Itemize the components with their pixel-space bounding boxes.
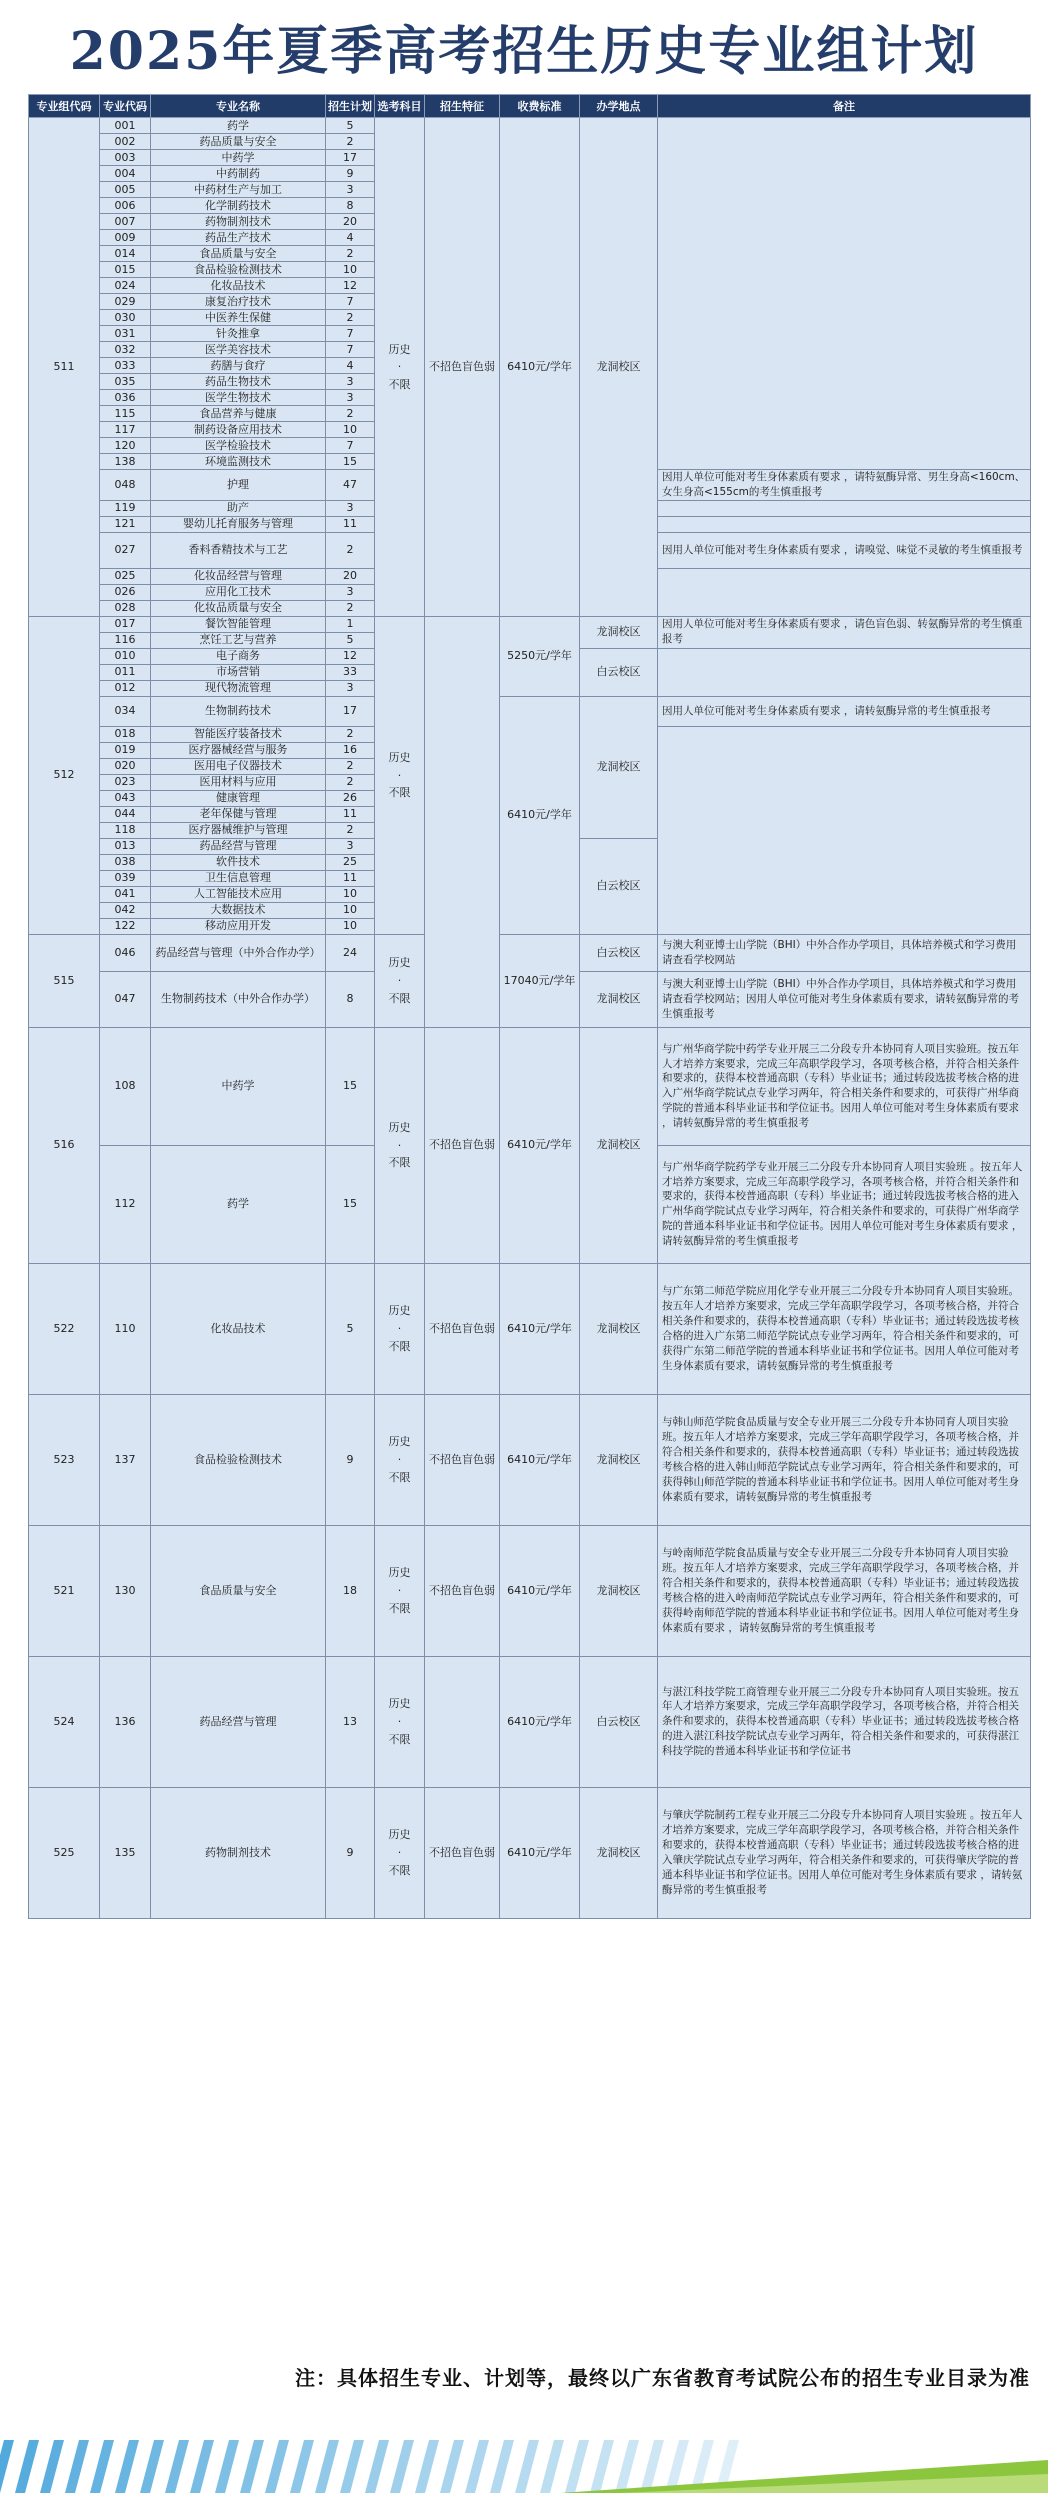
cell-major-code: 003 <box>100 150 151 166</box>
cell-subject: 历史 · 不限 <box>375 934 425 1027</box>
stripe <box>190 2440 214 2493</box>
cell-group-code: 512 <box>29 616 100 934</box>
cell-major-code: 137 <box>100 1394 151 1525</box>
cell-campus: 龙洞校区 <box>580 1787 658 1918</box>
cell-major-code: 028 <box>100 600 151 616</box>
cell-notes: 与岭南师范学院食品质量与安全专业开展三二分段专升本协同育人项目实验班。按五年人才培养方案要求，完成三学年高职学段学习，各项考核合格，并符合相关条件和要求的，获得本校普通高职（专科）毕业证书；通过转段选拔考核合格的进入岭南师范学院试点专业学习两年，符合相关条件和要求的，可获得岭南师范学院的普通本科毕业证书和学位证书。因用人单位可能对考生身体素质有要求 ，请转氨酶异常的考生慎重报考 <box>658 1525 1031 1656</box>
cell-campus: 龙洞校区 <box>580 616 658 648</box>
cell-major-code: 019 <box>100 742 151 758</box>
stripe <box>465 2440 489 2493</box>
cell-group-code: 522 <box>29 1263 100 1394</box>
cell-major-code: 047 <box>100 971 151 1027</box>
cell-major-name: 化学制药技术 <box>151 198 326 214</box>
cell-major-name: 药品经营与管理（中外合作办学） <box>151 934 326 971</box>
cell-notes <box>658 568 1031 616</box>
cell-major-name: 中药制药 <box>151 166 326 182</box>
cell-major-name: 医学检验技术 <box>151 438 326 454</box>
cell-subject: 历史 · 不限 <box>375 1525 425 1656</box>
cell-subject: 历史 · 不限 <box>375 1787 425 1918</box>
cell-plan-count: 8 <box>326 971 375 1027</box>
cell-feature <box>425 616 500 1027</box>
stripe <box>265 2440 289 2493</box>
cell-plan-count: 2 <box>326 822 375 838</box>
cell-major-name: 大数据技术 <box>151 902 326 918</box>
cell-major-code: 006 <box>100 198 151 214</box>
table-row <box>29 118 1031 134</box>
page-title: 2025年夏季高考招生历史专业组计划 <box>69 20 979 82</box>
cell-major-code: 010 <box>100 648 151 664</box>
cell-major-code: 011 <box>100 664 151 680</box>
cell-major-code: 025 <box>100 568 151 584</box>
cell-plan-count: 4 <box>326 230 375 246</box>
cell-plan-count: 3 <box>326 500 375 516</box>
cell-major-name: 中药学 <box>151 1027 326 1145</box>
header-group-code: 专业组代码 <box>29 95 100 118</box>
cell-plan-count: 20 <box>326 568 375 584</box>
cell-feature: 不招色盲色弱 <box>425 1263 500 1394</box>
cell-major-code: 031 <box>100 326 151 342</box>
cell-major-name: 药物制剂技术 <box>151 214 326 230</box>
cell-plan-count: 12 <box>326 278 375 294</box>
cell-plan-count: 2 <box>326 246 375 262</box>
header-major-name: 专业名称 <box>151 95 326 118</box>
cell-major-code: 119 <box>100 500 151 516</box>
cell-plan-count: 8 <box>326 198 375 214</box>
header-subject: 选考科目 <box>375 95 425 118</box>
cell-subject: 历史 · 不限 <box>375 1263 425 1394</box>
cell-major-code: 121 <box>100 516 151 532</box>
table-header-row <box>29 95 1031 118</box>
cell-major-code: 110 <box>100 1263 151 1394</box>
header-plan: 招生计划 <box>326 95 375 118</box>
cell-plan-count: 3 <box>326 838 375 854</box>
cell-major-code: 035 <box>100 374 151 390</box>
cell-plan-count: 2 <box>326 600 375 616</box>
cell-major-name: 制药设备应用技术 <box>151 422 326 438</box>
cell-campus: 龙洞校区 <box>580 971 658 1027</box>
cell-plan-count: 11 <box>326 806 375 822</box>
cell-plan-count: 47 <box>326 470 375 501</box>
table-row <box>29 1525 1031 1656</box>
cell-notes: 因用人单位可能对考生身体素质有要求 ，请特氨酶异常、男生身高<160cm、女生身高<155cm的考生慎重报考 <box>658 470 1031 501</box>
cell-major-name: 医学美容技术 <box>151 342 326 358</box>
cell-notes: 与澳大利亚博士山学院（BHI）中外合作办学项目，具体培养模式和学习费用请查看学校网站；因用人单位可能对考生身体素质有要求，请转氨酶异常的考生慎重报考 <box>658 971 1031 1027</box>
cell-major-code: 007 <box>100 214 151 230</box>
cell-major-name: 环境监测技术 <box>151 454 326 470</box>
cell-notes <box>658 516 1031 532</box>
cell-campus: 白云校区 <box>580 934 658 971</box>
cell-fee: 17040元/学年 <box>500 934 580 1027</box>
cell-fee: 6410元/学年 <box>500 1394 580 1525</box>
cell-notes: 因用人单位可能对考生身体素质有要求 ，请嗅觉、味觉不灵敏的考生慎重报考 <box>658 532 1031 568</box>
cell-major-code: 046 <box>100 934 151 971</box>
cell-plan-count: 7 <box>326 294 375 310</box>
stripe <box>90 2440 114 2493</box>
cell-major-name: 药学 <box>151 1145 326 1263</box>
cell-major-name: 针灸推拿 <box>151 326 326 342</box>
cell-plan-count: 17 <box>326 696 375 726</box>
stripe <box>640 2440 664 2493</box>
cell-campus: 白云校区 <box>580 838 658 934</box>
cell-major-code: 015 <box>100 262 151 278</box>
cell-plan-count: 10 <box>326 262 375 278</box>
cell-major-name: 药品经营与管理 <box>151 838 326 854</box>
cell-major-name: 香料香精技术与工艺 <box>151 532 326 568</box>
cell-major-name: 食品质量与安全 <box>151 1525 326 1656</box>
cell-feature: 不招色盲色弱 <box>425 118 500 617</box>
cell-major-code: 012 <box>100 680 151 696</box>
header-feature: 招生特征 <box>425 95 500 118</box>
cell-major-code: 017 <box>100 616 151 632</box>
cell-notes <box>658 648 1031 696</box>
cell-plan-count: 3 <box>326 390 375 406</box>
cell-notes <box>658 726 1031 934</box>
cell-major-code: 048 <box>100 470 151 501</box>
cell-major-name: 化妆品技术 <box>151 1263 326 1394</box>
cell-subject: 历史 · 不限 <box>375 1656 425 1787</box>
cell-major-code: 004 <box>100 166 151 182</box>
cell-major-name: 人工智能技术应用 <box>151 886 326 902</box>
stripe <box>540 2440 564 2493</box>
cell-major-name: 婴幼儿托育服务与管理 <box>151 516 326 532</box>
cell-plan-count: 15 <box>326 1145 375 1263</box>
cell-plan-count: 3 <box>326 182 375 198</box>
cell-major-name: 药学 <box>151 118 326 134</box>
cell-major-code: 116 <box>100 632 151 648</box>
cell-major-code: 005 <box>100 182 151 198</box>
cell-major-name: 生物制药技术 <box>151 696 326 726</box>
stripe <box>165 2440 189 2493</box>
cell-major-name: 药膳与食疗 <box>151 358 326 374</box>
cell-plan-count: 13 <box>326 1656 375 1787</box>
cell-major-name: 药品经营与管理 <box>151 1656 326 1787</box>
cell-campus: 龙洞校区 <box>580 1027 658 1263</box>
stripe <box>15 2440 39 2493</box>
cell-fee: 6410元/学年 <box>500 1263 580 1394</box>
cell-subject: 历史 · 不限 <box>375 616 425 934</box>
table-row <box>29 1394 1031 1525</box>
cell-subject: 历史 · 不限 <box>375 1394 425 1525</box>
table-row <box>29 1656 1031 1787</box>
cell-major-code: 136 <box>100 1656 151 1787</box>
cell-group-code: 523 <box>29 1394 100 1525</box>
header-campus: 办学地点 <box>580 95 658 118</box>
cell-major-code: 018 <box>100 726 151 742</box>
cell-plan-count: 2 <box>326 134 375 150</box>
stripe <box>615 2440 639 2493</box>
cell-notes: 因用人单位可能对考生身体素质有要求 ，请色盲色弱、转氨酶异常的考生慎重报考 <box>658 616 1031 648</box>
plan-table <box>28 94 1031 1919</box>
cell-plan-count: 18 <box>326 1525 375 1656</box>
stripe <box>440 2440 464 2493</box>
cell-major-code: 001 <box>100 118 151 134</box>
cell-plan-count: 25 <box>326 854 375 870</box>
cell-major-code: 009 <box>100 230 151 246</box>
cell-major-code: 042 <box>100 902 151 918</box>
cell-major-name: 智能医疗装备技术 <box>151 726 326 742</box>
cell-fee: 6410元/学年 <box>500 1525 580 1656</box>
cell-plan-count: 2 <box>326 774 375 790</box>
cell-group-code: 516 <box>29 1027 100 1263</box>
cell-major-name: 医用电子仪器技术 <box>151 758 326 774</box>
cell-campus: 龙洞校区 <box>580 1263 658 1394</box>
stripe <box>115 2440 139 2493</box>
table-row <box>29 934 1031 971</box>
cell-major-name: 市场营销 <box>151 664 326 680</box>
cell-group-code: 521 <box>29 1525 100 1656</box>
cell-campus: 龙洞校区 <box>580 696 658 838</box>
cell-campus: 龙洞校区 <box>580 1394 658 1525</box>
stripe <box>40 2440 64 2493</box>
cell-notes: 与韩山师范学院食品质量与安全专业开展三二分段专升本协同育人项目实验班。按五年人才培养方案要求，完成三学年高职学段学习，各项考核合格，并符合相关条件和要求的，获得本校普通高职（专科）毕业证书；通过转段选拔考核合格的进入韩山师范学院试点专业学习两年，符合相关条件和要求的，可获得韩山师范学院的普通本科毕业证书和学位证书。因用人单位可能对考生身体素质有要求，请转氨酶异常的考生慎重报考 <box>658 1394 1031 1525</box>
cell-major-name: 护理 <box>151 470 326 501</box>
cell-notes: 因用人单位可能对考生身体素质有要求 ，请转氨酶异常的考生慎重报考 <box>658 696 1031 726</box>
cell-major-code: 032 <box>100 342 151 358</box>
table-body <box>29 118 1031 1919</box>
cell-major-name: 化妆品质量与安全 <box>151 600 326 616</box>
cell-major-name: 中医养生保健 <box>151 310 326 326</box>
cell-major-name: 食品检验检测技术 <box>151 262 326 278</box>
cell-major-code: 135 <box>100 1787 151 1918</box>
stripe <box>390 2440 414 2493</box>
cell-plan-count: 12 <box>326 648 375 664</box>
table-row <box>29 1263 1031 1394</box>
stripe <box>515 2440 539 2493</box>
cell-major-code: 002 <box>100 134 151 150</box>
cell-major-name: 康复治疗技术 <box>151 294 326 310</box>
cell-group-code: 525 <box>29 1787 100 1918</box>
cell-major-name: 健康管理 <box>151 790 326 806</box>
cell-group-code: 524 <box>29 1656 100 1787</box>
cell-notes: 与澳大利亚博士山学院（BHI）中外合作办学项目，具体培养模式和学习费用请查看学校网站 <box>658 934 1031 971</box>
cell-major-name: 应用化工技术 <box>151 584 326 600</box>
table-row <box>29 696 1031 726</box>
cell-campus: 白云校区 <box>580 1656 658 1787</box>
cell-major-code: 030 <box>100 310 151 326</box>
cell-major-code: 027 <box>100 532 151 568</box>
cell-plan-count: 7 <box>326 342 375 358</box>
cell-major-name: 医疗器械维护与管理 <box>151 822 326 838</box>
cell-major-name: 医用材料与应用 <box>151 774 326 790</box>
cell-plan-count: 9 <box>326 1394 375 1525</box>
cell-major-code: 023 <box>100 774 151 790</box>
cell-plan-count: 33 <box>326 664 375 680</box>
stripe <box>290 2440 314 2493</box>
cell-major-code: 043 <box>100 790 151 806</box>
cell-major-code: 108 <box>100 1027 151 1145</box>
cell-plan-count: 17 <box>326 150 375 166</box>
cell-group-code: 515 <box>29 934 100 1027</box>
cell-major-code: 013 <box>100 838 151 854</box>
cell-major-name: 移动应用开发 <box>151 918 326 934</box>
stripe <box>590 2440 614 2493</box>
cell-major-name: 餐饮智能管理 <box>151 616 326 632</box>
cell-fee: 6410元/学年 <box>500 1656 580 1787</box>
cell-major-code: 112 <box>100 1145 151 1263</box>
stripe <box>215 2440 239 2493</box>
cell-major-name: 卫生信息管理 <box>151 870 326 886</box>
cell-major-code: 117 <box>100 422 151 438</box>
cell-major-code: 130 <box>100 1525 151 1656</box>
cell-major-code: 026 <box>100 584 151 600</box>
cell-plan-count: 7 <box>326 438 375 454</box>
cell-feature <box>425 1656 500 1787</box>
cell-major-name: 老年保健与管理 <box>151 806 326 822</box>
cell-fee: 5250元/学年 <box>500 616 580 696</box>
stripe <box>340 2440 364 2493</box>
cell-fee: 6410元/学年 <box>500 1027 580 1263</box>
cell-plan-count: 1 <box>326 616 375 632</box>
cell-feature: 不招色盲色弱 <box>425 1787 500 1918</box>
cell-plan-count: 10 <box>326 422 375 438</box>
cell-major-code: 033 <box>100 358 151 374</box>
cell-plan-count: 10 <box>326 918 375 934</box>
cell-major-code: 122 <box>100 918 151 934</box>
cell-fee: 6410元/学年 <box>500 1787 580 1918</box>
cell-major-name: 电子商务 <box>151 648 326 664</box>
cell-plan-count: 20 <box>326 214 375 230</box>
cell-major-code: 034 <box>100 696 151 726</box>
cell-major-name: 化妆品经营与管理 <box>151 568 326 584</box>
cell-subject: 历史 · 不限 <box>375 118 425 617</box>
cell-notes: 与广州华商学院中药学专业开展三二分段专升本协同育人项目实验班。按五年人才培养方案要求，完成三年高职学段学习，各项考核合格，并符合相关条件和要求的，获得本校普通高职（专科）毕业证书；通过转段选拔考核合格的进入广州华商学院试点专业学习两年，符合相关条件和要求的，可获得广州华商学院的普通本科毕业证书和学位证书。因用人单位可能对考生身体素质有要求 ，请转氨酶异常的考生慎重报考 <box>658 1027 1031 1145</box>
cell-major-code: 038 <box>100 854 151 870</box>
cell-major-name: 食品质量与安全 <box>151 246 326 262</box>
cell-plan-count: 16 <box>326 742 375 758</box>
stripe <box>240 2440 264 2493</box>
cell-plan-count: 2 <box>326 406 375 422</box>
cell-major-name: 药品生产技术 <box>151 230 326 246</box>
cell-major-name: 化妆品技术 <box>151 278 326 294</box>
cell-major-code: 138 <box>100 454 151 470</box>
table-row <box>29 616 1031 632</box>
cell-major-code: 029 <box>100 294 151 310</box>
cell-fee: 6410元/学年 <box>500 118 580 617</box>
cell-notes <box>658 500 1031 516</box>
cell-major-code: 120 <box>100 438 151 454</box>
cell-plan-count: 10 <box>326 886 375 902</box>
cell-major-name: 现代物流管理 <box>151 680 326 696</box>
cell-major-name: 食品检验检测技术 <box>151 1394 326 1525</box>
cell-major-code: 115 <box>100 406 151 422</box>
cell-notes: 与湛江科技学院工商管理专业开展三二分段专升本协同育人项目实验班。按五年人才培养方案要求，完成三学年高职学段学习，各项考核合格，并符合相关条件和要求的，获得本校普通高职（专科）毕业证书；通过转段选拔考核合格的进入湛江科技学院试点专业学习两年，符合相关条件和要求的，可获得湛江科技学院的普通本科毕业证书和学位证书 <box>658 1656 1031 1787</box>
cell-plan-count: 11 <box>326 516 375 532</box>
cell-feature: 不招色盲色弱 <box>425 1525 500 1656</box>
cell-plan-count: 15 <box>326 454 375 470</box>
cell-plan-count: 10 <box>326 902 375 918</box>
cell-major-code: 041 <box>100 886 151 902</box>
cell-major-name: 助产 <box>151 500 326 516</box>
cell-major-name: 药物制剂技术 <box>151 1787 326 1918</box>
cell-plan-count: 24 <box>326 934 375 971</box>
cell-major-code: 036 <box>100 390 151 406</box>
cell-subject: 历史 · 不限 <box>375 1027 425 1263</box>
cell-major-name: 医学生物技术 <box>151 390 326 406</box>
cell-plan-count: 2 <box>326 532 375 568</box>
cell-group-code: 511 <box>29 118 100 617</box>
stripe <box>415 2440 439 2493</box>
cell-major-name: 药品生物技术 <box>151 374 326 390</box>
cell-campus: 白云校区 <box>580 648 658 696</box>
cell-plan-count: 5 <box>326 632 375 648</box>
cell-plan-count: 2 <box>326 310 375 326</box>
cell-feature: 不招色盲色弱 <box>425 1027 500 1263</box>
cell-plan-count: 26 <box>326 790 375 806</box>
header-major-code: 专业代码 <box>100 95 151 118</box>
cell-major-name: 药品质量与安全 <box>151 134 326 150</box>
cell-plan-count: 2 <box>326 726 375 742</box>
cell-major-name: 烹饪工艺与营养 <box>151 632 326 648</box>
cell-plan-count: 5 <box>326 1263 375 1394</box>
cell-major-code: 044 <box>100 806 151 822</box>
cell-major-name: 软件技术 <box>151 854 326 870</box>
cell-major-code: 024 <box>100 278 151 294</box>
header-fee: 收费标准 <box>500 95 580 118</box>
table-row <box>29 1027 1031 1145</box>
cell-plan-count: 9 <box>326 166 375 182</box>
cell-notes: 与广州华商学院药学专业开展三二分段专升本协同育人项目实验班 。按五年人才培养方案要求，完成三年高职学段学习，各项考核合格，并符合相关条件和要求的，获得本校普通高职（专科）毕业证书；通过转段选拔考核合格的进入广州华商学院试点专业学习两年，符合相关条件和要求的，可获得广州华商学院的普通本科毕业证书和学位证书。因用人单位可能对考生身体素质有要求 ，请转氨酶异常的考生慎重报考 <box>658 1145 1031 1263</box>
stripe <box>365 2440 389 2493</box>
cell-major-name: 中药学 <box>151 150 326 166</box>
cell-plan-count: 4 <box>326 358 375 374</box>
footer-note: 注：具体招生专业、计划等，最终以广东省教育考试院公布的招生专业目录为准 <box>295 2366 1030 2390</box>
stripe <box>315 2440 339 2493</box>
cell-plan-count: 2 <box>326 758 375 774</box>
cell-plan-count: 7 <box>326 326 375 342</box>
stripe <box>490 2440 514 2493</box>
cell-major-code: 118 <box>100 822 151 838</box>
cell-plan-count: 3 <box>326 680 375 696</box>
cell-notes <box>658 118 1031 470</box>
cell-major-name: 食品营养与健康 <box>151 406 326 422</box>
cell-plan-count: 15 <box>326 1027 375 1145</box>
cell-feature: 不招色盲色弱 <box>425 1394 500 1525</box>
cell-major-name: 医疗器械经营与服务 <box>151 742 326 758</box>
table-row <box>29 1787 1031 1918</box>
cell-major-name: 生物制药技术（中外合作办学） <box>151 971 326 1027</box>
cell-plan-count: 11 <box>326 870 375 886</box>
cell-campus: 龙洞校区 <box>580 1525 658 1656</box>
decorative-stripes <box>0 2440 1048 2493</box>
cell-major-code: 020 <box>100 758 151 774</box>
cell-major-name: 中药材生产与加工 <box>151 182 326 198</box>
cell-major-code: 039 <box>100 870 151 886</box>
cell-plan-count: 5 <box>326 118 375 134</box>
stripe <box>65 2440 89 2493</box>
header-notes: 备注 <box>658 95 1031 118</box>
stripe <box>565 2440 589 2493</box>
cell-fee: 6410元/学年 <box>500 696 580 934</box>
cell-plan-count: 3 <box>326 584 375 600</box>
stripe <box>140 2440 164 2493</box>
stripe <box>0 2440 14 2493</box>
cell-plan-count: 9 <box>326 1787 375 1918</box>
cell-notes: 与广东第二师范学院应用化学专业开展三二分段专升本协同育人项目实验班。按五年人才培养方案要求，完成三学年高职学段学习，各项考核合格，并符合相关条件和要求的，获得本校普通高职（专科）毕业证书；通过转段选拔考核合格的进入广东第二师范学院试点专业学习两年，符合相关条件和要求的，可获得广东第二师范学院的普通本科毕业证书和学位证书。因用人单位可能对考生身体素质有要求，请转氨酶异常的考生慎重报考 <box>658 1263 1031 1394</box>
cell-major-code: 014 <box>100 246 151 262</box>
cell-campus: 龙洞校区 <box>580 118 658 617</box>
cell-plan-count: 3 <box>326 374 375 390</box>
cell-notes: 与肇庆学院制药工程专业开展三二分段专升本协同育人项目实验班 。按五年人才培养方案要求，完成三学年高职学段学习，各项考核合格，并符合相关条件和要求的，获得本校普通高职（专科）毕业证书；通过转段选拔考核合格的进入肇庆学院试点专业学习两年，符合相关条件和要求的，可获得肇庆学院的普通本科毕业证书和学位证书。因用人单位可能对考生身体素质有要求 ，请转氨酶异常的考生慎重报考 <box>658 1787 1031 1918</box>
